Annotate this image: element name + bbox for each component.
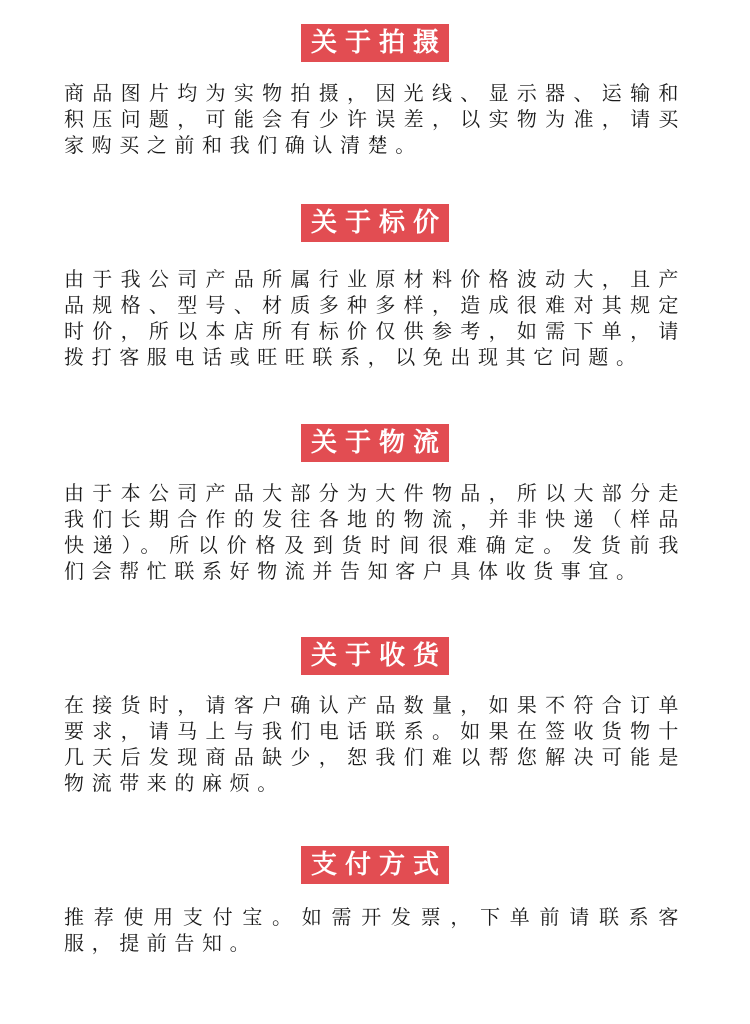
- section-title: 关于拍摄: [301, 24, 449, 62]
- section-body: 由于本公司产品大部分为大件物品，所以大部分走我们长期合作的发往各地的物流，并非快递（样品快递）。所以价格及到货时间很难确定。发货前我们会帮忙联系好物流并告知客户具体收货事宜。: [64, 481, 686, 583]
- section-body: 在接货时，请客户确认产品数量，如果不符合订单要求，请马上与我们电话联系。如果在签收货物十几天后发现商品缺少，恕我们难以帮您解决可能是物流带来的麻烦。: [64, 693, 686, 795]
- section-title: 关于标价: [301, 204, 449, 242]
- section-body: 商品图片均为实物拍摄，因光线、显示器、运输和积压问题，可能会有少许误差，以实物为准，请买家购买之前和我们确认清楚。: [64, 81, 686, 157]
- section-body: 由于我公司产品所属行业原材料价格波动大，且产品规格、型号、材质多种多样，造成很难对其规定时价，所以本店所有标价仅供参考，如需下单，请拨打客服电话或旺旺联系，以免出现其它问题。: [64, 267, 686, 369]
- section-title: 支付方式: [301, 846, 449, 884]
- section-title: 关于物流: [301, 424, 449, 462]
- section-body: 推荐使用支付宝。如需开发票，下单前请联系客服，提前告知。: [64, 905, 686, 955]
- section-title: 关于收货: [301, 637, 449, 675]
